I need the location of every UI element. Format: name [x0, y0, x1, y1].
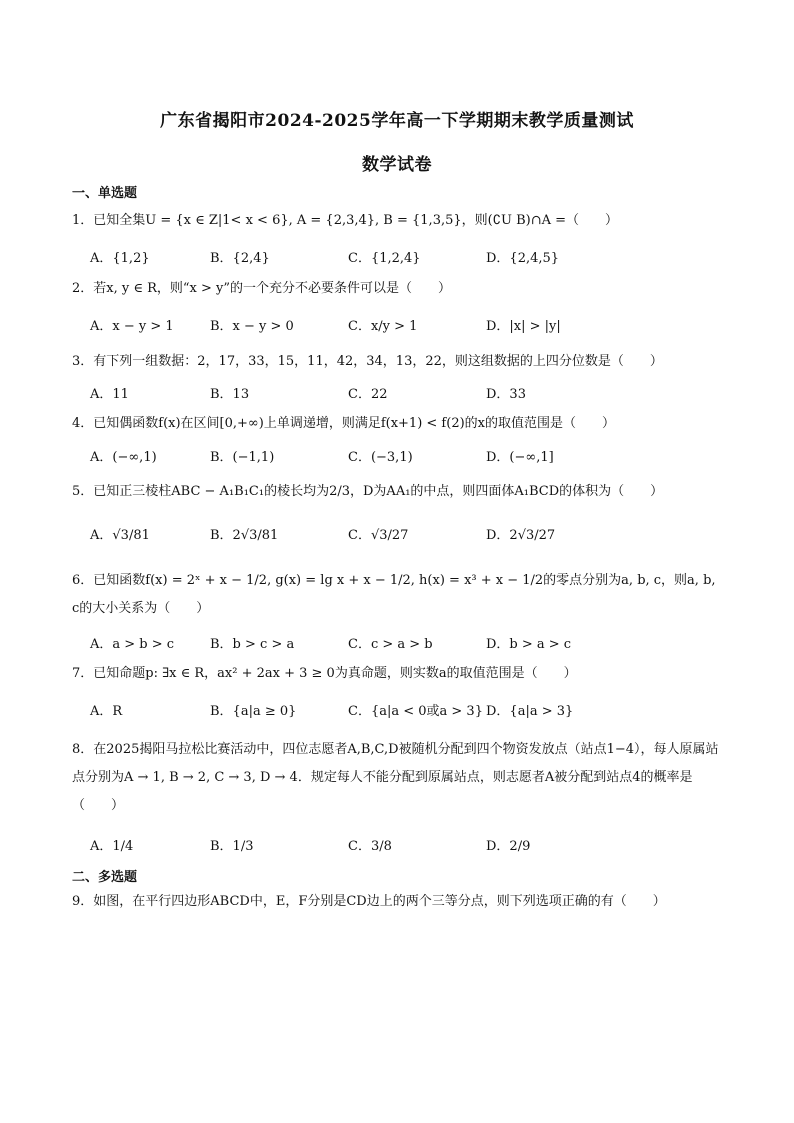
option-b: B．{a|a ≥ 0}: [210, 704, 297, 719]
option-a: A．R: [90, 704, 123, 719]
option-c: C．x/y > 1: [348, 319, 418, 334]
question-8-options: [90, 835, 690, 859]
option-b: B．{2,4}: [210, 251, 270, 266]
option-a: A．x − y > 1: [90, 319, 174, 334]
option-a: A．1/4: [90, 839, 134, 854]
option-a: A．a > b > c: [90, 637, 175, 652]
question-8-stem: 8．在2025揭阳马拉松比赛活动中，四位志愿者A,B,C,D被随机分配到四个物资发放点（站点1−4），每人原属站点分别为A → 1, B → 2, C → 3, D → 4．规定每人不能分配到原属站点，则志愿者A被分配到站点4的概率是（ ）: [72, 742, 719, 813]
option-b: B．2√3/81: [210, 528, 279, 543]
option-b: B．(−1,1): [210, 450, 275, 465]
question-1-stem: 1．已知全集U = {x ∈ Z|1< x < 6}, A = {2,3,4}, B = {1,3,5}，则(∁U B)∩A =（ ）: [72, 213, 619, 228]
question-4-stem: 4．已知偶函数f(x)在区间[0,+∞)上单调递增，则满足f(x+1) < f(2)的x的取值范围是（ ）: [72, 416, 615, 431]
option-b: B．13: [210, 387, 250, 402]
section-multiple-choice: 二、多选题: [72, 870, 138, 885]
question-6-stem: 6．已知函数f(x) = 2ˣ + x − 1/2, g(x) = lg x + x − 1/2, h(x) = x³ + x − 1/2的零点分别为a, b, c，则a, b, c的大小关系为（ ）: [72, 573, 716, 616]
option-c: C．c > a > b: [348, 637, 433, 652]
question-6-options: [90, 633, 690, 657]
option-c: C．{a|a < 0或a > 3}: [348, 704, 483, 719]
question-2-stem: 2．若x, y ∈ R，则“x > y”的一个充分不必要条件可以是（ ）: [72, 281, 452, 296]
option-b: B．b > c > a: [210, 637, 295, 652]
question-3-stem: 3．有下列一组数据：2，17，33，15，11，42，34，13，22，则这组数据的上四分位数是（ ）: [72, 354, 663, 369]
question-2-options: [90, 315, 690, 339]
option-c: C．3/8: [348, 839, 392, 854]
option-a: A．{1,2}: [90, 251, 150, 266]
option-c: C．{1,2,4}: [348, 251, 421, 266]
option-d: D．33: [486, 387, 526, 402]
option-a: A．(−∞,1): [90, 450, 157, 465]
option-a: A．√3/81: [90, 528, 150, 543]
option-a: A．11: [90, 387, 129, 402]
option-d: D．2/9: [486, 839, 531, 854]
option-c: C．√3/27: [348, 528, 409, 543]
option-d: D．(−∞,1]: [486, 450, 554, 465]
page-title: 广东省揭阳市2024-2025学年高一下学期期末教学质量测试: [160, 111, 634, 131]
option-b: B．x − y > 0: [210, 319, 294, 334]
option-b: B．1/3: [210, 839, 254, 854]
option-c: C．(−3,1): [348, 450, 413, 465]
section-single-choice: 一、单选题: [72, 186, 138, 201]
question-5-stem: 5．已知正三棱柱ABC − A₁B₁C₁的棱长均为2/3，D为AA₁的中点，则四面体A₁BCD的体积为（ ）: [72, 484, 664, 499]
option-c: C．22: [348, 387, 388, 402]
question-1-options: [90, 247, 690, 271]
question-3-options: [90, 383, 690, 407]
option-d: D．b > a > c: [486, 637, 572, 652]
option-d: D．{a|a > 3}: [486, 704, 574, 719]
option-d: D．{2,4,5}: [486, 251, 560, 266]
option-d: D．|x| > |y|: [486, 319, 561, 334]
question-7-stem: 7．已知命题p: ∃x ∈ R，ax² + 2ax + 3 ≥ 0为真命题，则实数a的取值范围是（ ）: [72, 666, 577, 681]
question-4-options: [90, 446, 690, 470]
page-subtitle: 数学试卷: [362, 155, 432, 175]
option-d: D．2√3/27: [486, 528, 556, 543]
question-5-options: [90, 524, 690, 548]
question-7-options: [90, 700, 690, 724]
question-9-stem: 9．如图，在平行四边形ABCD中，E，F分别是CD边上的两个三等分点，则下列选项正确的有（ ）: [72, 894, 666, 909]
